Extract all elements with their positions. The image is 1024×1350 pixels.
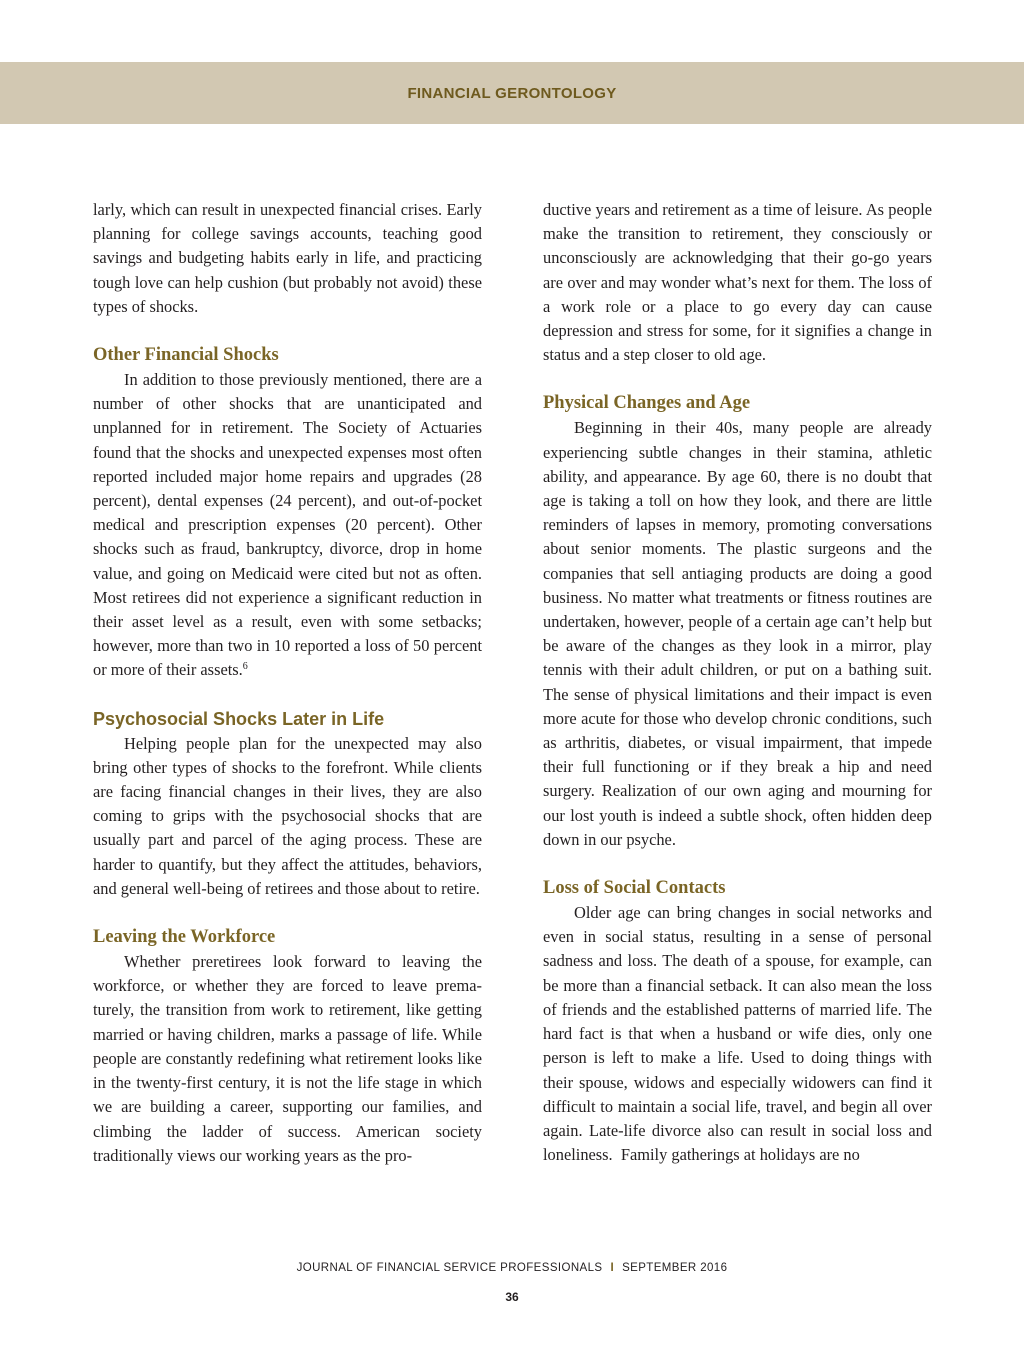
page-number: 36: [505, 1290, 519, 1304]
section-title: FINANCIAL GERONTOLOGY: [407, 84, 617, 102]
paragraph-physical-changes: Beginning in their 40s, many people are already experiencing subtle changes in their stamina, athletic ability, and appearance. By age 60, there is no doubt that age is taking a toll on how they look, and there are little reminders of lapses in memory, promoting conversations about senior moments. The plastic surgeons and the companies that sell antiaging products are doing a good business. No matter what treatments or fitness routines are undertaken, however, people of a certain age can’t help but be aware of the changes as they look in a mirror, play tennis with their adult children, or put on a bathing suit. The sense of physical limitations and their impact is even more acute for those who develop chronic conditions, such as arthritis, diabetes, or visual impairment, that impede their full functioning or if they break a hip and need surgery. Realization of our own aging and mourning for our lost youth is indeed a subtle shock, often hidden deep down in our psyche.: [543, 418, 932, 849]
heading-leaving-workforce: Leaving the Workforce: [93, 927, 276, 948]
heading-other-financial-shocks: Other Financial Shocks: [93, 345, 279, 366]
footer-journal-line: [0, 1262, 1024, 1274]
heading-psychosocial-shocks: Psychosocial Shocks Later in Life: [93, 708, 385, 729]
footer-separator: I: [610, 1262, 615, 1274]
right-column: [543, 198, 932, 1167]
paragraph-loss-social-contacts: Older age can bring changes in social networks and even in social status, resulting in a sense of personal sadness and loss. The death of a spouse, for example, can be more than a financial setback. It can also mean the loss of friends and the established patterns of married life. The hard fact is that when a husband or wife dies, only one person is left to make a life. Used to doing things with their spouse, widows and especially widowers can find it difficult to maintain a social life, travel, and begin all over again. Late-life divorce also can result in social loss and loneliness. Family gatherings at holidays are no: [543, 903, 932, 1165]
paragraph-continued: ductive years and retirement as a time of leisure. As people make the transition to retirement, they consciously or unconsciously are acknowledging that their go-go years are over and may wonder what’s next for them. The loss of a work role or a place to go every day can cause depression and stress for some, for it signifies a change in status and a step closer to old age.: [543, 200, 932, 365]
header-banner: [0, 62, 1024, 124]
paragraph-other-financial-shocks: [93, 368, 482, 683]
footnote-marker: 6: [242, 661, 248, 673]
paragraph-leaving-workforce: Whether preretirees look forward to leaving the workforce, or whether they are forced to leave prematurely, the transition from work to retirement, like getting married or having children, marks a passage of life. While people are constantly redefining what retirement looks like in the twenty-first century, it is not the life stage in which we are building a career, supporting our families, and climbing the ladder of success. American society traditionally views our working years as the pro-: [93, 952, 482, 1165]
paragraph-intro: larly, which can result in unexpected financial crises. Early planning for college savings accounts, teaching good savings and budgeting habits early in life, and practicing tough love can help cushion (but probably not avoid) these types of shocks.: [93, 200, 482, 316]
paragraph-other-text: In addition to those previously mentioned, there are a number of other shocks that are unanticipated and unplanned for in retirement. The Society of Actuaries found that the shocks and unexpected expenses most often reported included major home repairs and upgrades (28 percent), dental expenses (24 percent), and out-of-pocket medical and prescription expenses (20 percent). Other shocks such as fraud, bankruptcy, divorce, drop in home value, and going on Medicaid were cited but not as often. Most retirees did not experience a significant reduction in their asset level as a result, even with some setbacks; however, more than two in 10 reported a loss of 50 percent or more of their assets.: [93, 370, 482, 680]
heading-loss-social-contacts: Loss of Social Contacts: [543, 878, 726, 899]
issue-date: SEPTEMBER 2016: [622, 1262, 728, 1274]
left-column: [93, 198, 482, 1168]
heading-physical-changes: Physical Changes and Age: [543, 393, 751, 414]
journal-name: JOURNAL OF FINANCIAL SERVICE PROFESSIONALS: [296, 1262, 603, 1274]
paragraph-psychosocial-shocks: Helping people plan for the unexpected may also bring other types of shocks to the forefront. While clients are facing financial changes in their lives, they are also coming to grips with the psychosocial shocks that are usually part and parcel of the aging process. These are harder to quantify, but they affect the attitudes, behaviors, and general well-being of retirees and those about to retire.: [93, 733, 482, 898]
